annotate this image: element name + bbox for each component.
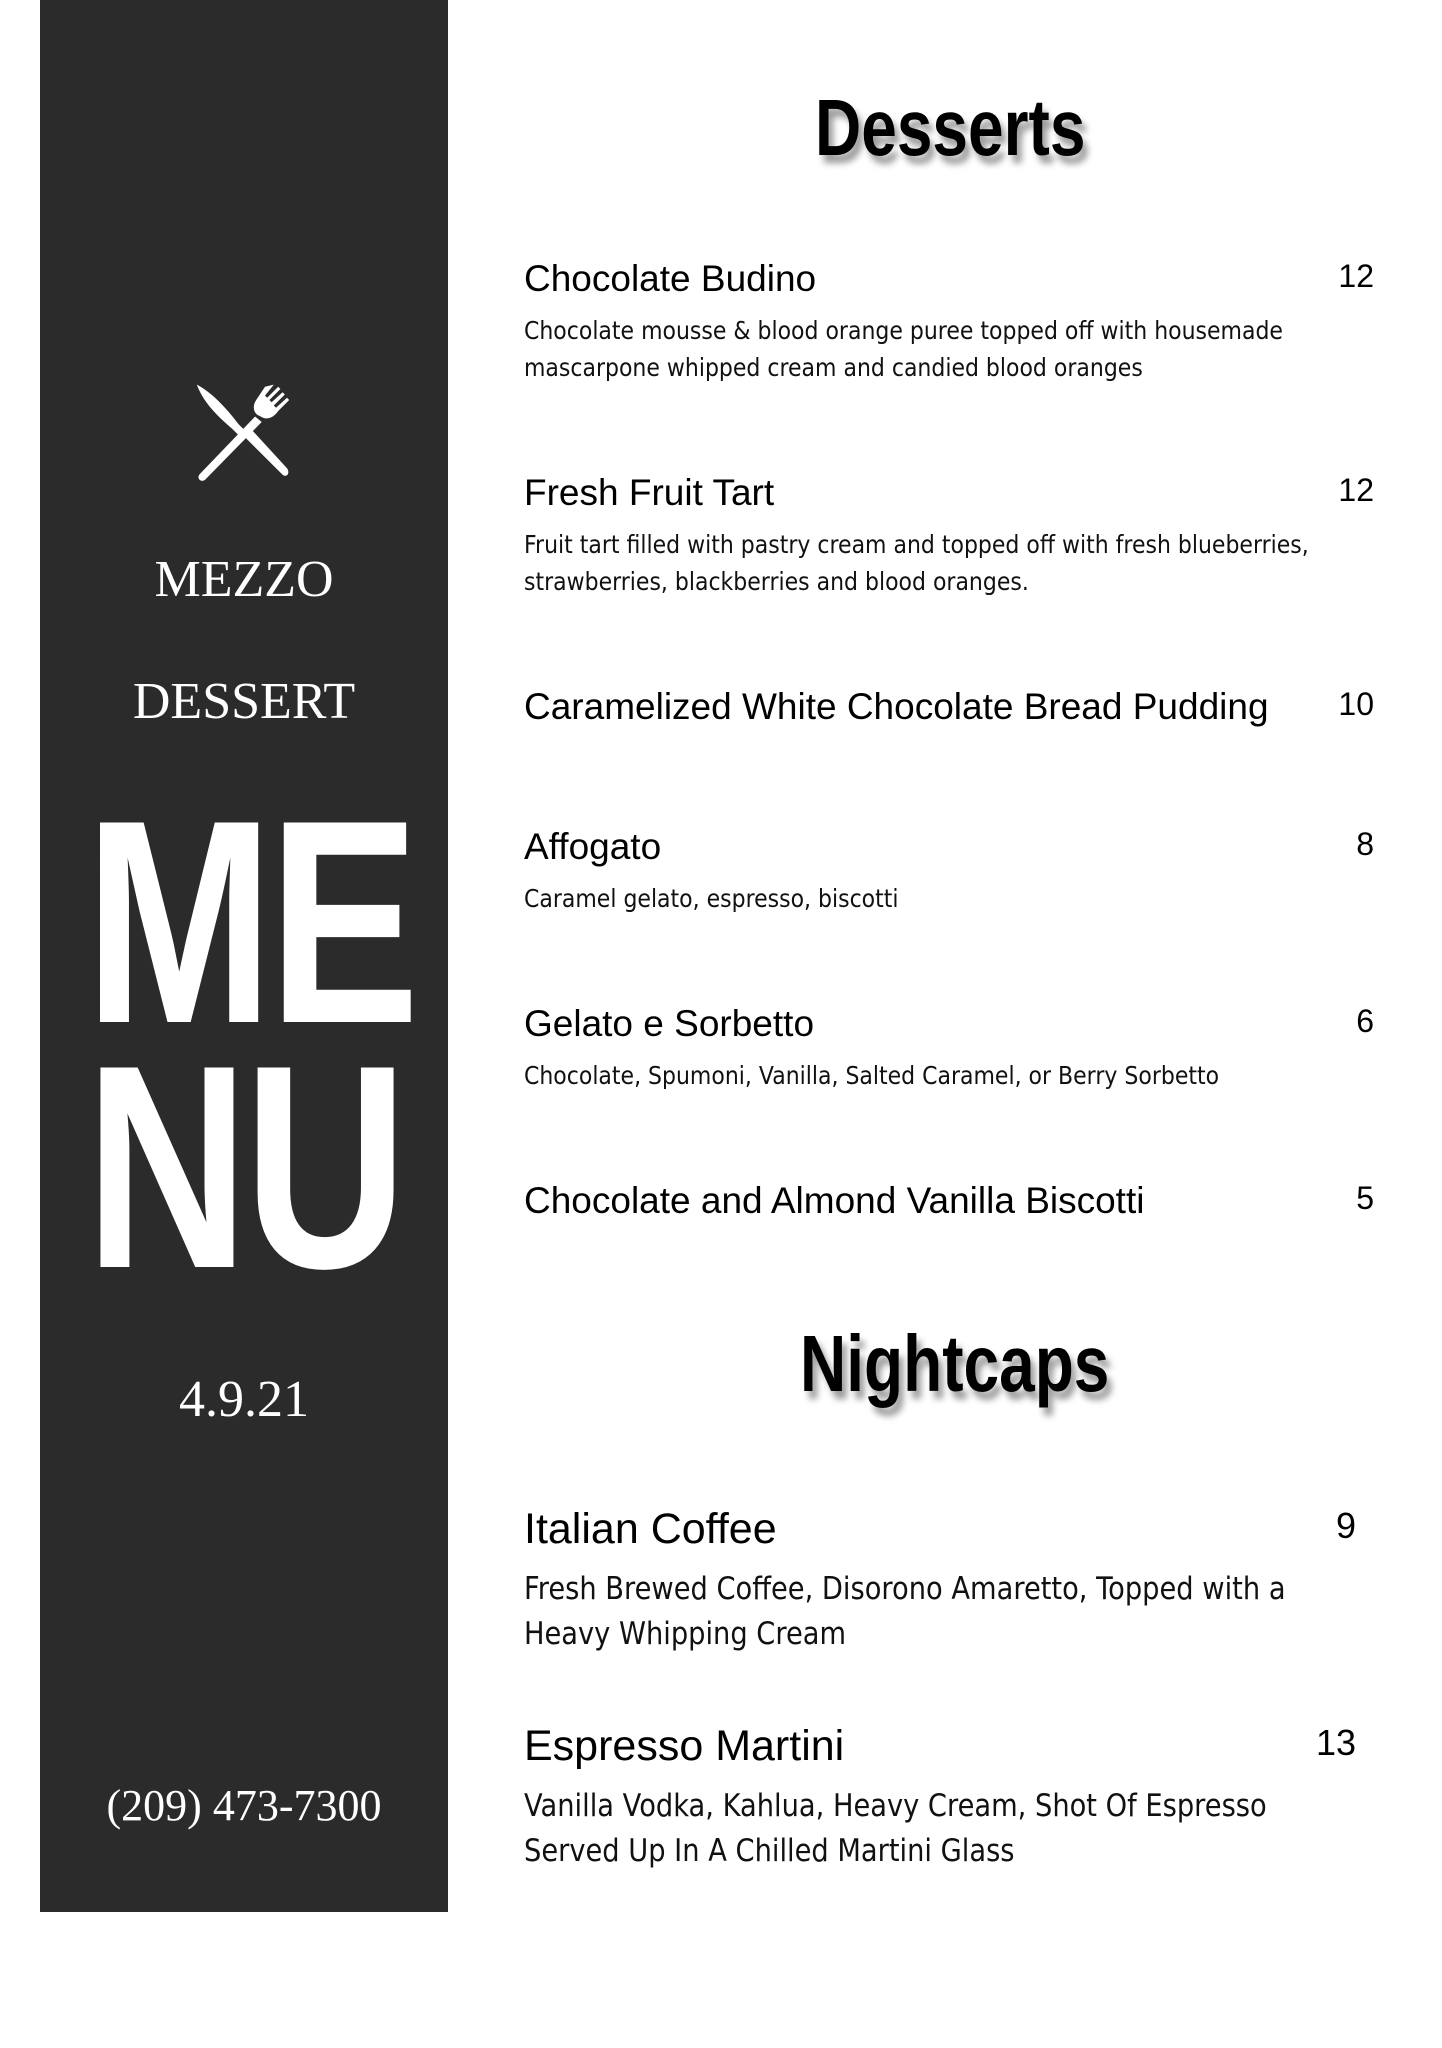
item-price: 8 bbox=[1356, 826, 1374, 862]
item-description: Fruit tart filled with pastry cream and topped off with fresh blueberries, strawberries, blackberries and blood oranges. bbox=[524, 530, 1309, 596]
item-name: Italian Coffee bbox=[524, 1505, 777, 1553]
item-description: Chocolate mousse & blood orange puree topped off with housemade mascarpone whipped cream and candied blood oranges bbox=[524, 316, 1283, 382]
item-price: 12 bbox=[1338, 258, 1374, 294]
item-price: 9 bbox=[1335, 1505, 1356, 1546]
menu-word-line1: ME bbox=[84, 760, 415, 1084]
item-price: 12 bbox=[1338, 472, 1374, 508]
item-name: Chocolate and Almond Vanilla Biscotti bbox=[524, 1180, 1145, 1221]
item-price: 10 bbox=[1338, 686, 1374, 722]
item-name: Caramelized White Chocolate Bread Pudding bbox=[524, 686, 1269, 727]
item-price: 5 bbox=[1356, 1180, 1374, 1216]
item-name: Espresso Martini bbox=[524, 1722, 845, 1770]
item-name: Fresh Fruit Tart bbox=[524, 472, 775, 513]
menu-word-line2: NU bbox=[85, 1005, 403, 1329]
item-description: Caramel gelato, espresso, biscotti bbox=[524, 884, 899, 913]
item-price: 13 bbox=[1315, 1722, 1356, 1763]
item-description: Vanilla Vodka, Kahlua, Heavy Cream, Shot Of Espresso Served Up In A Chilled Martini Glass bbox=[524, 1788, 1267, 1869]
item-name: Gelato e Sorbetto bbox=[524, 1003, 815, 1044]
phone-number: (209) 473-7300 bbox=[106, 1781, 382, 1830]
menu-date: 4.9.21 bbox=[179, 1371, 309, 1428]
item-price: 6 bbox=[1356, 1003, 1374, 1039]
desserts-heading: Desserts bbox=[815, 83, 1086, 172]
restaurant-name: MEZZO bbox=[154, 551, 334, 608]
fork-knife-crossed-icon bbox=[188, 378, 298, 488]
item-name: Affogato bbox=[524, 826, 662, 867]
menu-subtitle: DESSERT bbox=[132, 673, 356, 730]
item-description: Fresh Brewed Coffee, Disorono Amaretto, Topped with a Heavy Whipping Cream bbox=[524, 1571, 1286, 1652]
sidebar-banner bbox=[40, 0, 448, 1912]
item-description: Chocolate, Spumoni, Vanilla, Salted Caramel, or Berry Sorbetto bbox=[524, 1061, 1220, 1090]
item-name: Chocolate Budino bbox=[524, 258, 817, 299]
nightcaps-heading: Nightcaps bbox=[800, 1319, 1110, 1408]
